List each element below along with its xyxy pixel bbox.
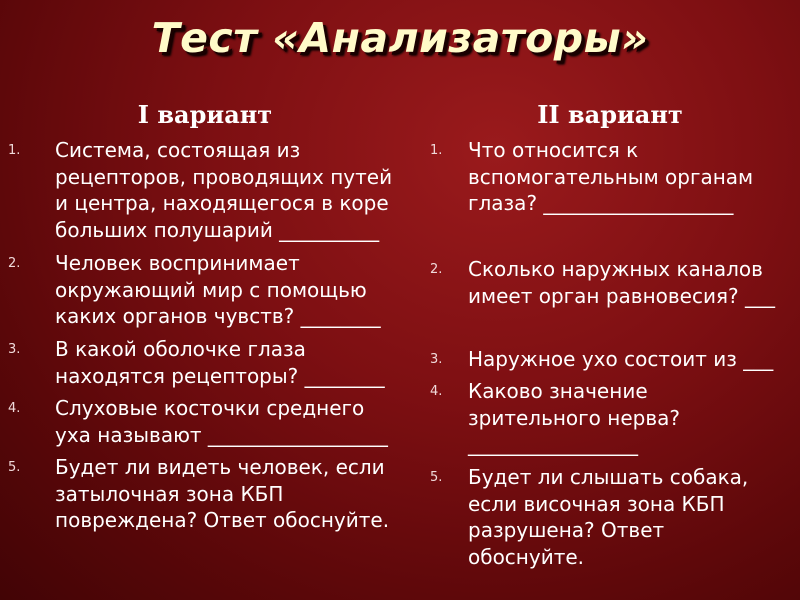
question-number: 3. — [8, 342, 21, 357]
question-line: вспомогательным органам — [468, 164, 754, 189]
question-line: Что относится к — [468, 138, 639, 162]
question-number: 5. — [430, 470, 443, 485]
variant-1-column — [0, 100, 410, 133]
slide-title: Тест «Анализаторы» — [151, 14, 649, 62]
question-line: Слуховые косточки среднего — [55, 396, 365, 420]
variant-2-heading: II вариант — [537, 100, 683, 129]
question-line: Сколько наружных каналов — [468, 257, 763, 281]
question-line: обоснуйте. — [468, 544, 585, 569]
question-line: Каково значение — [468, 379, 648, 403]
question-line: окружающий мир с помощью — [55, 277, 367, 302]
question-line: и центра, находящегося в коре — [55, 191, 389, 215]
question-line: глаза? ___________________ — [468, 191, 734, 215]
question-number: 2. — [8, 256, 21, 271]
question-line: Человек воспринимает — [55, 251, 300, 275]
question-number: 4. — [8, 401, 21, 416]
question-line: Система, состоящая из — [55, 138, 301, 162]
question-line: _________________ — [468, 432, 638, 456]
question-line: рецепторов, проводящих путей — [55, 164, 393, 189]
variant-2-column — [420, 100, 800, 133]
question-number: 5. — [8, 460, 21, 475]
variant-1-heading: I вариант — [137, 100, 273, 129]
question-line: разрушена? Ответ — [468, 518, 665, 542]
question-line: Наружное ухо состоит из ___ — [468, 347, 774, 371]
question-line: находятся рецепторы? ________ — [55, 363, 385, 388]
question-number: 1. — [8, 143, 21, 158]
question-line: если височная зона КБП — [468, 491, 725, 516]
question-line: повреждена? Ответ обоснуйте. — [55, 508, 390, 532]
question-line: В какой оболочке глаза — [55, 337, 306, 361]
question-number: 2. — [430, 262, 443, 277]
question-line: уха называют __________________ — [55, 422, 388, 447]
question-number: 3. — [430, 352, 443, 367]
question-number: 1. — [430, 143, 443, 158]
question-line: имеет орган равновесия? ___ — [468, 283, 775, 308]
question-line: зрительного нерва? — [468, 405, 681, 430]
question-line: затылочная зона КБП — [55, 481, 284, 506]
question-line: каких органов чувств? ________ — [55, 304, 381, 328]
question-line: Будет ли слышать собака, — [468, 465, 749, 489]
question-number: 4. — [430, 384, 443, 399]
question-line: Будет ли видеть человек, если — [55, 455, 385, 479]
question-line: больших полушарий __________ — [55, 217, 380, 242]
